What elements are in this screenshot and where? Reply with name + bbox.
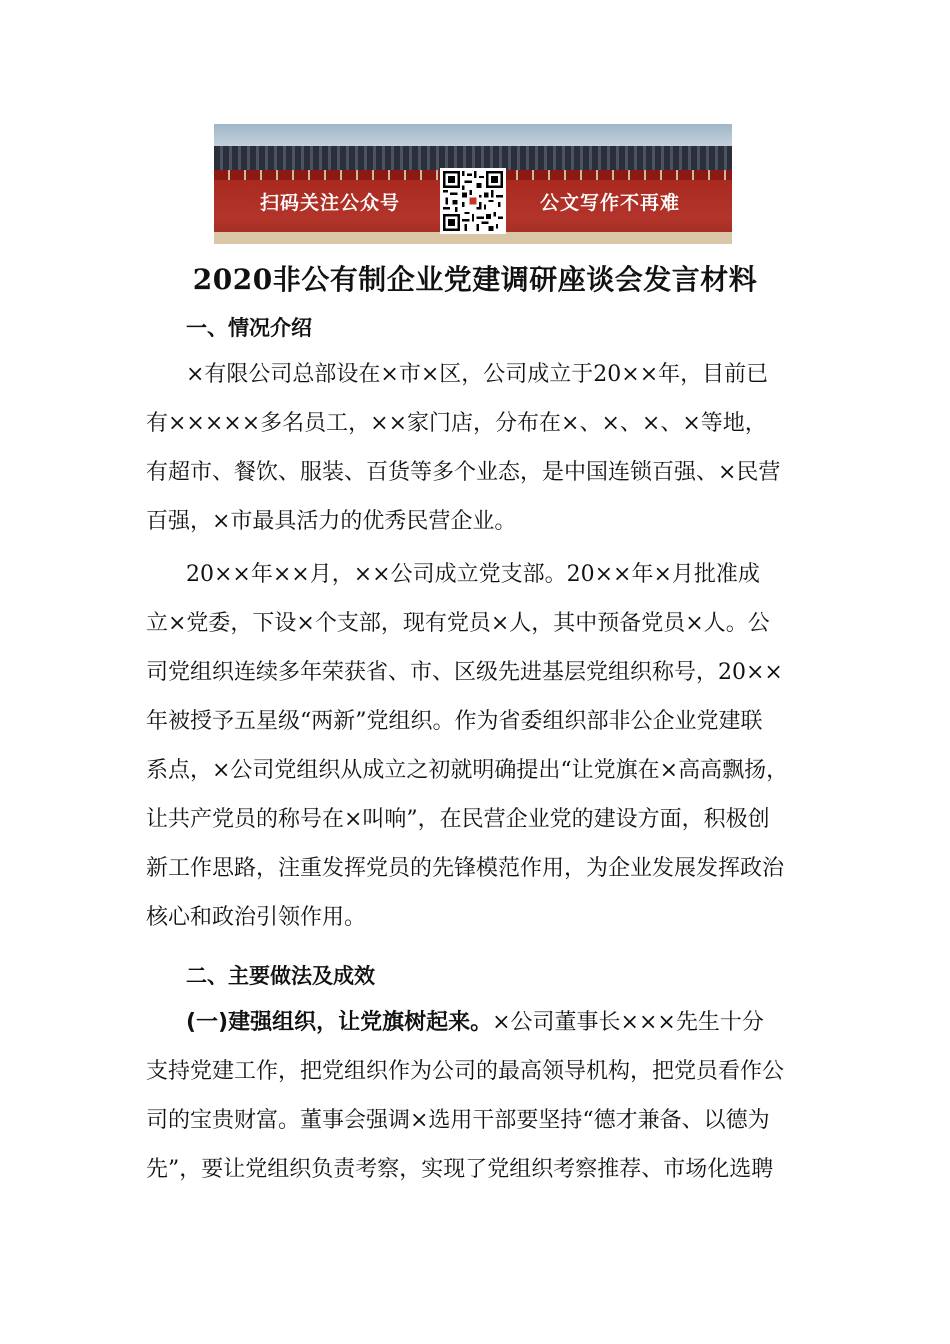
paragraph-intro-1 bbox=[146, 350, 806, 546]
text-line: 让共产党员的称号在×叫响”，在民营企业党的建设方面，积极创 bbox=[146, 807, 770, 832]
qr-code-icon[interactable] bbox=[440, 168, 506, 234]
text-line: 核心和政治引领作用。 bbox=[146, 905, 367, 930]
text-line: 司党组织连续多年荣获省、市、区级先进基层党组织称号，20×× bbox=[146, 660, 783, 685]
text-line: 年被授予五星级“两新”党组织。作为省委组织部非公企业党建联 bbox=[146, 709, 763, 734]
text-line bbox=[146, 998, 806, 1047]
text-line: ×有限公司总部设在×市×区，公司成立于20××年，目前已 bbox=[186, 362, 769, 387]
paragraph-practice-1 bbox=[146, 998, 806, 1194]
text-line: 有×××××多名员工，××家门店，分布在×、×、×、×等地， bbox=[146, 411, 767, 436]
text-line: 有超市、餐饮、服装、百货等多个业态，是中国连锁百强、×民营 bbox=[146, 460, 781, 485]
document-title: 2020非公有制企业党建调研座谈会发言材料 bbox=[192, 263, 758, 296]
text-line: 新工作思路，注重发挥党员的先锋模范作用，为企业发展发挥政治 bbox=[146, 856, 785, 881]
section-heading-2: 二、主要做法及成效 bbox=[186, 964, 375, 988]
banner-right-text: 公文写作不再难 bbox=[540, 192, 681, 214]
qr-banner bbox=[214, 124, 732, 244]
paragraph-intro-2 bbox=[146, 550, 806, 942]
text-line: 百强，×市最具活力的优秀民营企业。 bbox=[146, 509, 517, 534]
text-line: 20××年××月，××公司成立党支部。20××年×月批准成 bbox=[186, 562, 760, 587]
text-line: 支持党建工作，把党组织作为公司的最高领导机构，把党员看作公 bbox=[146, 1059, 785, 1084]
text-line-rest: ×公司董事长×××先生十分 bbox=[492, 1010, 764, 1035]
text-line: 司的宝贵财富。董事会强调×选用干部要坚持“德才兼备、以德为 bbox=[146, 1108, 770, 1133]
banner-left-text: 扫码关注公众号 bbox=[260, 192, 401, 214]
section-heading-1: 一、情况介绍 bbox=[186, 316, 312, 340]
text-line: 先”，要让党组织负责考察，实现了党组织考察推荐、市场化选聘 bbox=[146, 1157, 774, 1182]
text-line: 立×党委，下设×个支部，现有党员×人，其中预备党员×人。公 bbox=[146, 611, 770, 636]
subsection-lead: (一)建强组织，让党旗树起来。 bbox=[186, 1010, 493, 1035]
text-line: 系点，×公司党组织从成立之初就明确提出“让党旗在×高高飘扬， bbox=[146, 758, 789, 783]
